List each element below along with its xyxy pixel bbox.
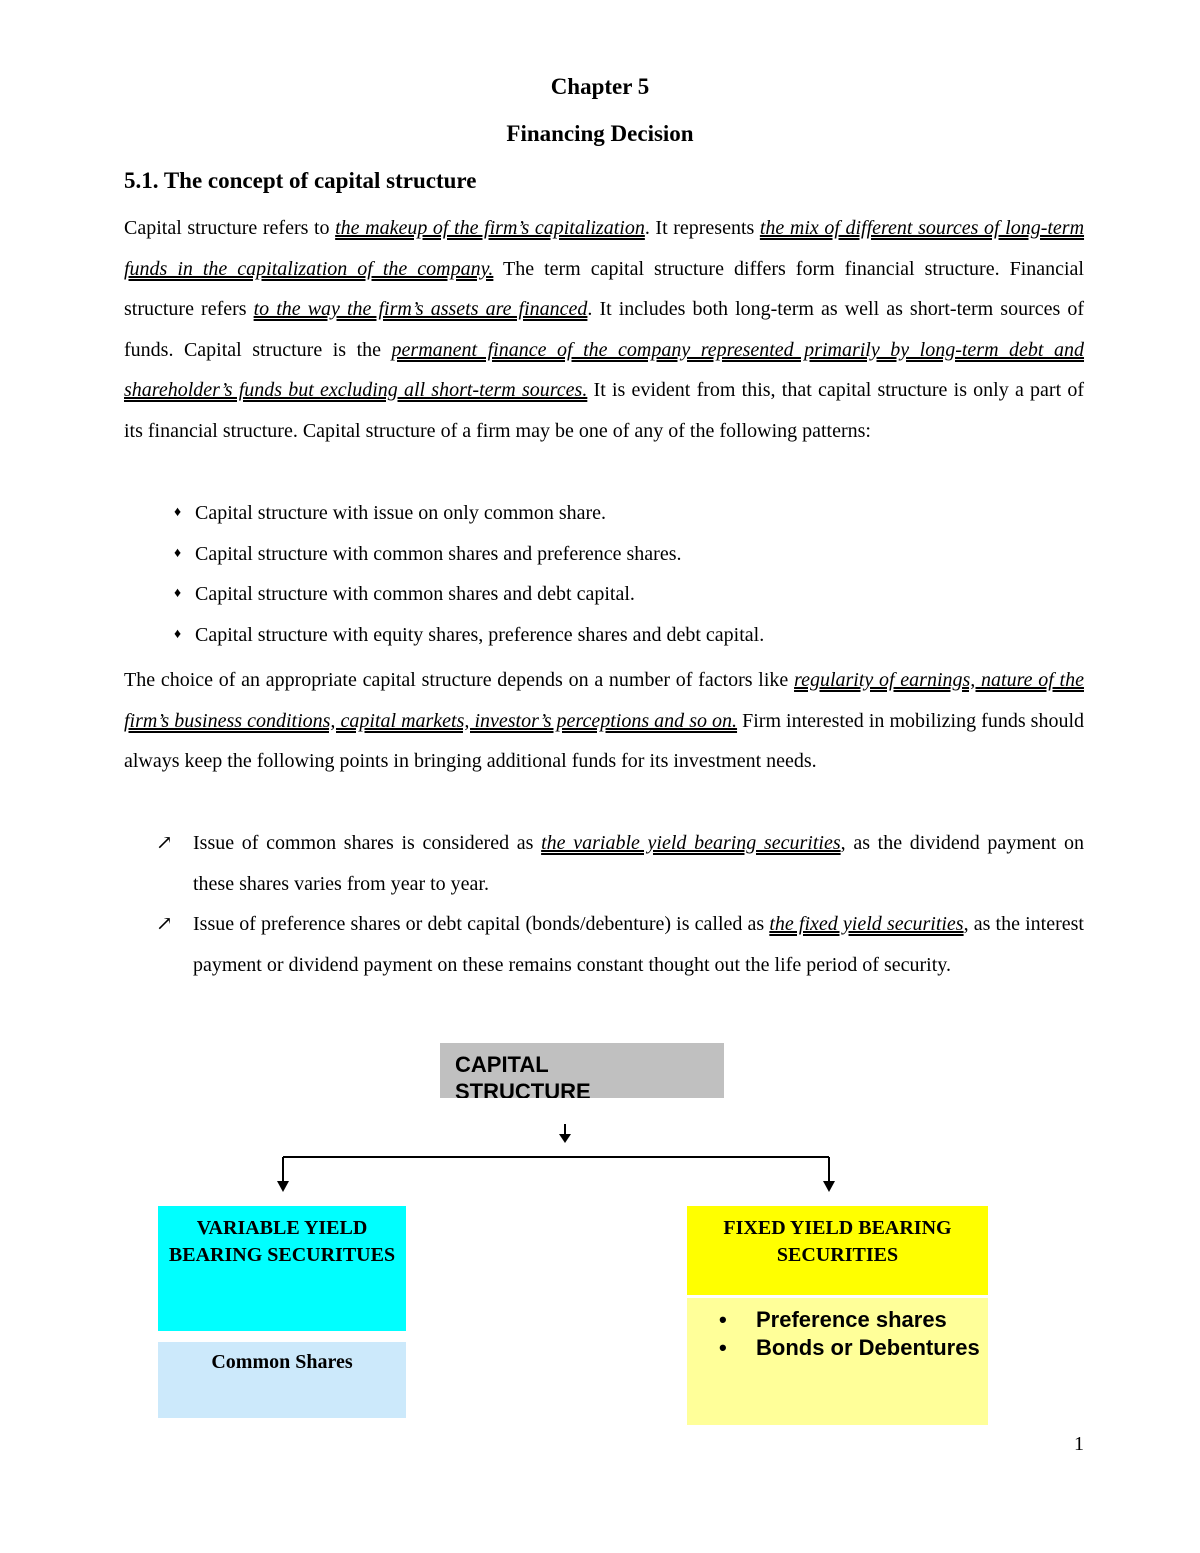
chapter-label: Chapter 5 [550,74,650,99]
fixed-yield-items [687,1298,988,1425]
list-item-text: Capital structure with common shares and debt capital. [195,583,635,605]
text-span: . It includes both long-term as well as short-term sources of funds. Capital structure is the [124,298,1084,361]
arrow-down-icon [277,1181,289,1192]
bullet-icon: • [719,1334,727,1360]
text-span: , as the dividend payment on these shares varies from year to year. [193,832,1084,895]
list-item-text: Bonds or Debentures [756,1334,980,1360]
emphasis-text: regularity of earnings, nature of the firm’s business conditions, capital markets, investor’s perceptions and so on. [124,669,1084,732]
list-item [687,1334,988,1362]
list-item [687,1306,988,1334]
arrow-bullet-icon: ↗ [156,832,173,854]
bullet-icon: ♦ [174,586,182,601]
section-heading: 5.1. The concept of capital structure [124,168,477,193]
capital-structure-label: CAPITAL STRUCTURE [455,1052,591,1098]
text-span: Issue of common shares is considered as [193,832,542,854]
bullet-icon: • [719,1307,727,1332]
emphasis-text: the fixed yield securities [769,913,964,935]
text-span: , as the interest payment or dividend payment on these remains constant thought out the life period of security. [193,913,1084,976]
list-item-text: Capital structure with common shares and preference shares. [195,542,682,565]
arrow-bullet-icon: ↗ [156,913,173,935]
bullet-icon: ♦ [174,626,182,642]
list-item-text: Capital structure with equity shares, preference shares and debt capital. [195,623,765,646]
bullet-icon: ♦ [174,505,182,520]
fixed-yield-heading: FIXED YIELD BEARING SECURITIES [687,1206,988,1295]
text-span: The term capital structure differs form financial structure. Financial structure refers [124,257,1084,320]
page-number: 1 [1074,1433,1084,1455]
emphasis-text: the mix of different sources of long-term funds in the capitalization of the company. [124,217,1085,280]
emphasis-text: to the way the firm’s assets are financed [253,298,588,320]
fixed-yield-list [687,1298,988,1361]
text-span: It is evident from this, that capital structure is only a part of its financial structure. Capital structure of a firm may be one of any of the following patterns: [124,379,1084,442]
list-item-text: Preference shares [756,1307,947,1332]
emphasis-text: the variable yield bearing securities [541,832,841,854]
chapter-title: Financing Decision [506,121,694,146]
text-span: . It represents [644,217,760,239]
text-span: Capital structure refers to [124,217,336,239]
emphasis-text: the makeup of the firm’s capitalization [335,217,645,239]
list-item-text: Capital structure with issue on only common share. [195,502,607,524]
text-span: Firm interested in mobilizing funds should always keep the following points in bringing additional funds for its investment needs. [124,709,1085,772]
text-span: The choice of an appropriate capital structure depends on a number of factors like [124,669,795,691]
text-span: Issue of preference shares or debt capital (bonds/debenture) is called as [193,913,770,935]
arrow-down-icon [823,1181,835,1192]
arrow-down-icon [559,1134,571,1143]
variable-yield-item: Common Shares [158,1342,406,1418]
variable-yield-heading: VARIABLE YIELD BEARING SECURITUES [158,1206,406,1331]
bullet-icon: ♦ [174,545,182,561]
emphasis-text: permanent finance of the company represented primarily by long-term debt and shareholder’s funds but excluding all short-term sources. [124,338,1085,401]
